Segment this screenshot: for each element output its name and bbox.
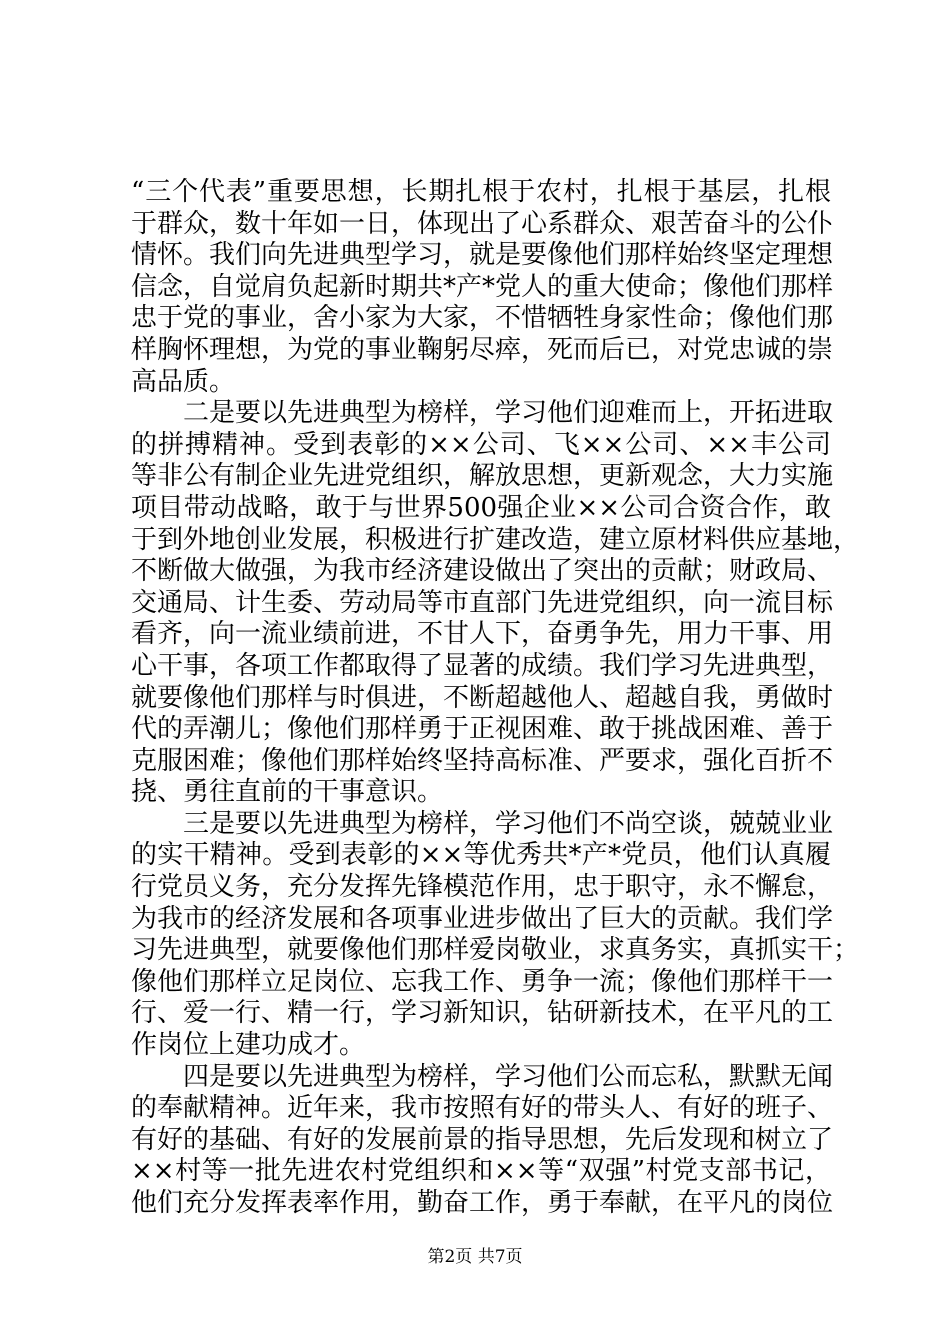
text-line: 高品质。: [131, 366, 236, 397]
text-line: 信念，自觉肩负起新时期共*产*党人的重大使命；像他们那样: [131, 271, 834, 302]
text-line: 有好的基础、有好的发展前景的指导思想，先后发现和树立了: [131, 1124, 834, 1155]
paragraph-start-line: 四是要以先进典型为榜样，学习他们公而忘私，默默无闻: [183, 1061, 834, 1092]
text-line: “三个代表”重要思想，长期扎根于农村，扎根于基层，扎根: [131, 177, 831, 207]
document-body: [131, 177, 860, 1220]
text-line: 像他们那样立足岗位、忘我工作、勇争一流；像他们那样干一: [131, 966, 834, 997]
text-line: 他们充分发挥表率作用，勤奋工作，勇于奉献，在平凡的岗位: [131, 1188, 834, 1218]
text-line: 为我市的经济发展和各项事业进步做出了巨大的贡献。我们学: [131, 903, 834, 934]
text-line: 情怀。我们向先进典型学习，就是要像他们那样始终坚定理想: [131, 240, 834, 271]
paragraph-start-line: 二是要以先进典型为榜样，学习他们迎难而上，开拓进取: [183, 398, 834, 429]
text-line: 的奉献精神。近年来，我市按照有好的带头人、有好的班子、: [131, 1093, 834, 1124]
text-line: 行、爱一行、精一行，学习新知识，钻研新技术，在平凡的工: [131, 998, 834, 1029]
text-line: 挠、勇往直前的干事意识。: [131, 777, 444, 808]
text-line: 项目带动战略，敢于与世界500强企业××公司合资合作，敢: [131, 492, 831, 523]
text-line: 忠于党的事业，舍小家为大家，不惜牺牲身家性命；像他们那: [131, 303, 834, 334]
text-line: 于群众，数十年如一日，体现出了心系群众、艰苦奋斗的公仆: [131, 208, 834, 239]
text-line: 等非公有制企业先进党组织，解放思想，更新观念，大力实施: [131, 461, 834, 492]
text-line: 看齐，向一流业绩前进，不甘人下，奋勇争先，用力干事、用: [131, 619, 834, 650]
text-line: 样胸怀理想，为党的事业鞠躬尽瘁，死而后已，对党忠诚的崇: [131, 334, 834, 365]
text-line: 就要像他们那样与时俱进，不断超越他人、超越自我，勇做时: [131, 682, 834, 713]
text-line: 行党员义务，充分发挥先锋模范作用，忠于职守，永不懈怠，: [131, 872, 834, 903]
text-line: 克服困难；像他们那样始终坚持高标准、严要求，强化百折不: [131, 745, 834, 776]
text-line: 于到外地创业发展，积极进行扩建改造，建立原材料供应基地，: [131, 524, 860, 555]
text-line: 代的弄潮儿；像他们那样勇于正视困难、敢于挑战困难、善于: [131, 714, 834, 745]
text-line: 作岗位上建功成才。: [131, 1030, 366, 1061]
text-line: ××村等一批先进农村党组织和××等“双强”村党支部书记，: [131, 1156, 831, 1187]
text-line: 心干事，各项工作都取得了显著的成绩。我们学习先进典型，: [131, 650, 834, 681]
paragraph-start-line: 三是要以先进典型为榜样，学习他们不尚空谈，兢兢业业: [183, 808, 834, 839]
text-line: 的拼搏精神。受到表彰的××公司、飞××公司、××丰公司: [131, 429, 831, 460]
text-line: 习先进典型，就要像他们那样爱岗敬业，求真务实，真抓实干；: [131, 935, 860, 966]
page-footer: [0, 1242, 950, 1267]
text-line: 的实干精神。受到表彰的××等优秀共*产*党员，他们认真履: [131, 840, 831, 871]
page-indicator: 第2页 共7页: [427, 1247, 523, 1267]
text-line: 交通局、计生委、劳动局等市直部门先进党组织，向一流目标: [131, 587, 834, 618]
text-line: 不断做大做强，为我市经济建设做出了突出的贡献；财政局、: [131, 556, 834, 587]
